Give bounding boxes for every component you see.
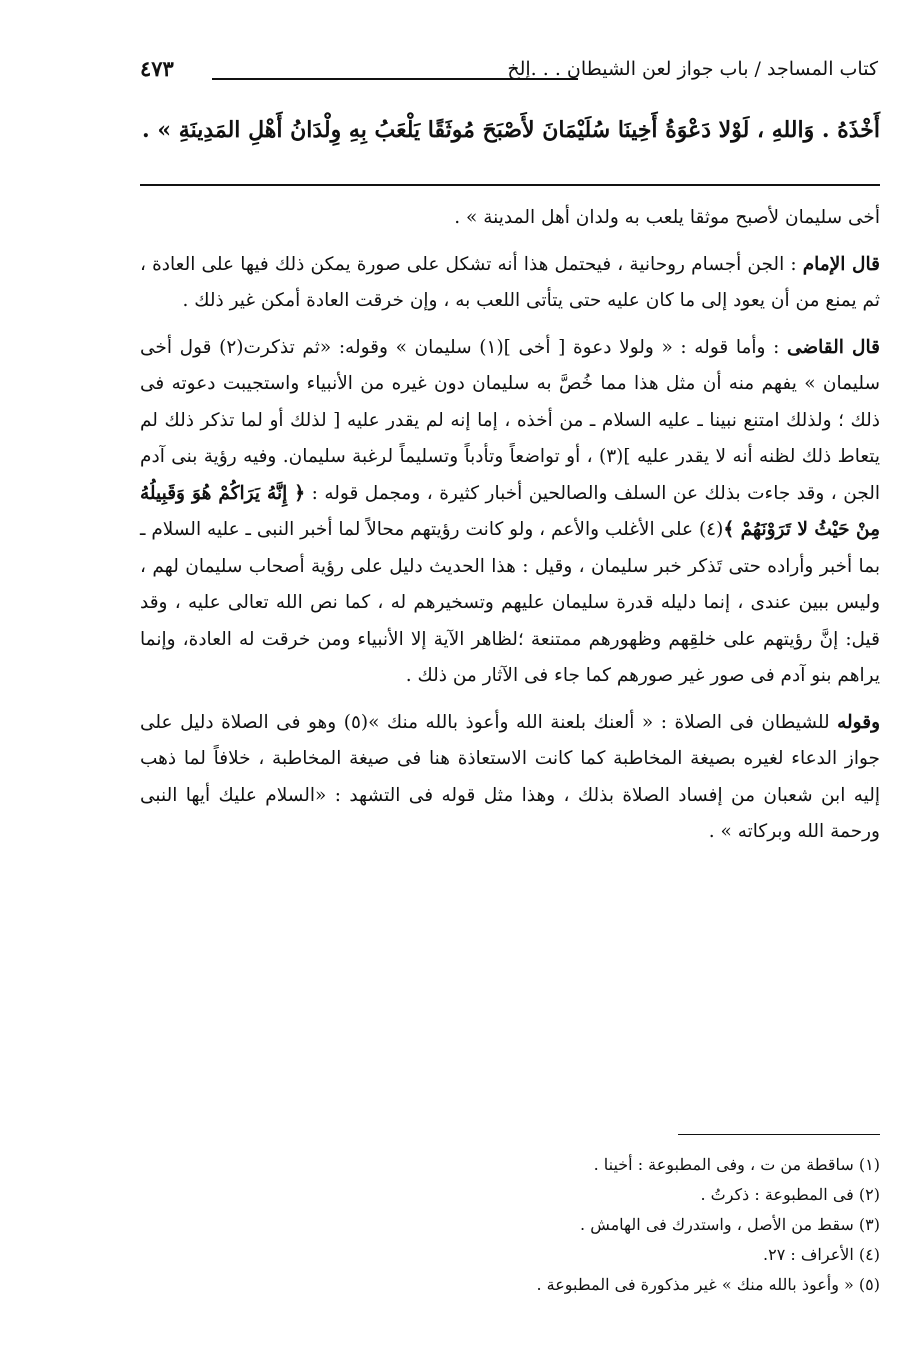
- paragraph-2: [140, 247, 880, 320]
- quran-verse: ﴿ إِنَّهُ يَرَاكُمْ هُوَ وَقَبِيلُهُ مِنْ حَيْثُ لا تَرَوْنَهُمْ ﴾: [140, 482, 880, 540]
- paragraph-text: للشيطان فى الصلاة : « ألعنك بلعنة الله وأعوذ بالله منك »(٥) وهو فى الصلاة دليل على جواز الدعاء لغيره بصيغة المخاطبة كما كانت الاستعاذة هنا فى صيغة المخاطبة ، خلافاً لما ذهب إليه ابن شعبان من إفساد الصلاة بذلك ، وهذا مثل قوله فى التشهد : «السلام عليك أيها النبى ورحمة الله وبركاته » .: [140, 711, 880, 842]
- footnote-4: (٤) الأعراف : ٢٧.: [763, 1245, 880, 1264]
- footnote-2: (٢) فى المطبوعة : ذكرتُ .: [700, 1185, 880, 1204]
- header-rule: [212, 78, 578, 80]
- footnote-5: (٥) « وأعوذ بالله منك » غير مذكورة فى المطبوعة .: [536, 1275, 880, 1294]
- footnote-1: (١) ساقطة من ت ، وفى المطبوعة : أخينا .: [593, 1155, 880, 1174]
- paragraph-1: [140, 200, 880, 237]
- paragraph-3: [140, 330, 880, 695]
- speaker-label: قال القاضى: [786, 336, 880, 358]
- header-title: كتاب المساجد / باب جواز لعن الشيطان . . .إلخ: [507, 58, 878, 80]
- footnote-divider: [678, 1134, 880, 1135]
- page-number: ٤٧٣: [140, 56, 174, 81]
- footnotes: [140, 1150, 880, 1300]
- hadith-text: أَخْذَهُ . وَاللهِ ، لَوْلا دَعْوَةُ أَخِينَا سُلَيْمَانَ لأَصْبَحَ مُوثَقًا يَلْعَبُ بِهِ وِلْدَانُ أَهْلِ المَدِينَةِ » .: [142, 117, 880, 143]
- paragraph-text: : الجن أجسام روحانية ، فيحتمل هذا أنه تشكل على صورة يمكن ذلك فيها على العادة ، ثم يمنع من أن يعود إلى ما كان عليه حتى يتأتى اللعب به ، وإن خرقت العادة أمكن غير ذلك .: [140, 253, 880, 311]
- commentary-body: [140, 200, 880, 861]
- paragraph-4: [140, 705, 880, 851]
- running-header: [140, 58, 878, 92]
- paragraph-text: (٤) على الأغلب والأعم ، ولو كانت رؤيتهم محالاً لما أخبر النبى ـ عليه السلام ـ بما أخبر وأراده حتى تَذكر خبر سليمان ، وقيل : هذا الحديث دليل على رؤية أصحاب سليمان لهم ، وليس ببين عندى ، إنما دليله قدرة سليمان عليهم وتسخيرهم له ، كما نص الله تعالى عليه ، وقد قيل: إنَّ رؤيتهم على خلقِهم وظهورهم ممتنعة ؛لظاهر الآية إلا الأنبياء ومن خرقت له العادة، وإنما يراهم بنو آدم فى صور غير صورهم كما جاء فى الآثار من ذلك .: [140, 519, 880, 686]
- speaker-label: قال الإمام: [802, 253, 880, 275]
- speaker-label: وقوله: [837, 711, 880, 733]
- footnote-3: (٣) سقط من الأصل ، واستدرك فى الهامش .: [580, 1215, 880, 1234]
- paragraph-text: : وأما قوله : « ولولا دعوة [ أخى ](١) سليمان » وقوله: «ثم تذكرت(٢) قول أخى سليمان » يفهم منه أن مثل هذا مما خُصَّ به سليمان دون غيره من الأنبياء واستجيبت دعوته فى ذلك ؛ ولذلك امتنع نبينا ـ عليه السلام ـ من أخذه ، إما إنه لم يقدر عليه [ لذلك أو لما تذكر ذلك لم يتعاط ذلك لظنه أنه لا يقدر عليه ](٣) ، أو تواضعاً وتأدباً وتسليماً لرغبة سليمان. وفيه رؤية بنى آدم الجن ، وقد جاءت بذلك عن السلف والصالحين أخبار كثيرة ، ومجمل قوله :: [140, 336, 880, 504]
- paragraph-text: أخى سليمان لأصبح موثقا يلعب به ولدان أهل المدينة » .: [454, 207, 880, 228]
- main-divider: [140, 184, 880, 186]
